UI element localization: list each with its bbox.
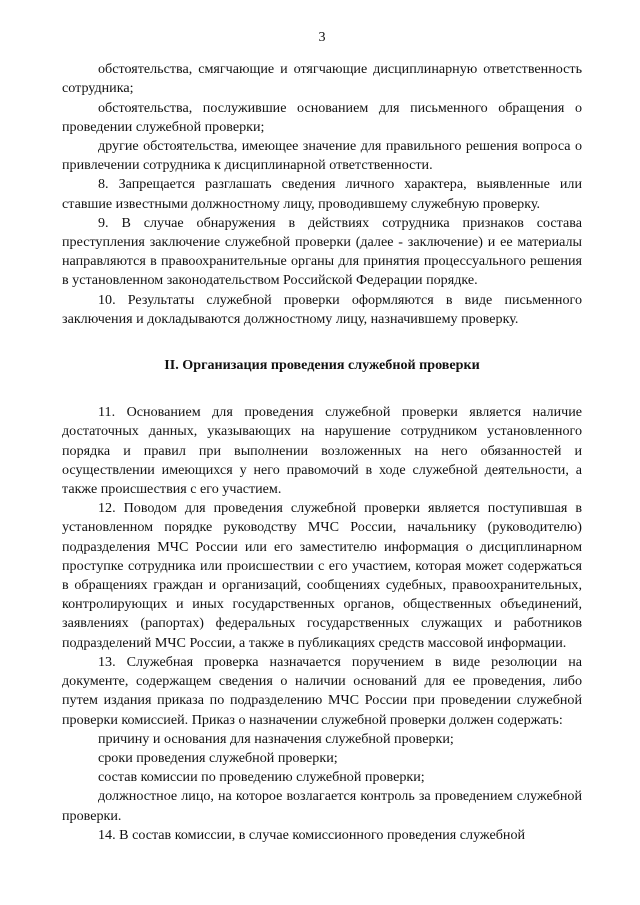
order-item-terms: сроки проведения служебной проверки; — [98, 749, 338, 766]
order-item-responsible-official: должностное лицо, на которое возлагается контроль за проведением служебной проверки. — [62, 788, 582, 824]
section-heading: II. Организация проведения служебной проверки — [164, 357, 480, 374]
order-item-commission: состав комиссии по проведению служебной проверки; — [98, 769, 425, 786]
paragraph-12: 12. Поводом для проведения служебной проверки является поступившая в установленном порядке руководству МЧС России, начальнику (руководителю) подразделения МЧС России или его заместителю информация о дисциплинарном проступке сотрудника или происшествии с его участием, которая может содержаться в обращениях граждан и организаций, сообщениях судебных, правоохранительных, контролирующих и иных государственных органов, общественных объединений, заявлениях (рапортах) федеральных государственных служащих и работников подразделений МЧС России, а также в публикациях средств массовой информации. — [62, 500, 582, 651]
order-item-reason: причину и основания для назначения служебной проверки; — [98, 730, 454, 747]
paragraph-10: 10. Результаты служебной проверки оформляются в виде письменного заключения и докладываются должностному лицу, назначившему проверку. — [62, 291, 582, 327]
paragraph-appeal-circumstances: обстоятельства, послужившие основанием для письменного обращения о проведении служебной проверки; — [62, 99, 582, 135]
paragraph-14: 14. В состав комиссии, в случае комиссионного проведения служебной — [98, 826, 526, 843]
page-number: 3 — [318, 29, 326, 45]
paragraph-9: 9. В случае обнаружения в действиях сотрудника признаков состава преступления заключение служебной проверки (далее - заключение) и ее материалы направляются в правоохранительные органы для принятия процессуального решения в установленном законодательством Российской Федерации порядке. — [62, 214, 582, 289]
paragraph-other-circumstances: другие обстоятельства, имеющее значение для правильного решения вопроса о привлечении сотрудника к дисциплинарной ответственности. — [62, 138, 582, 174]
paragraph-8: 8. Запрещается разглашать сведения личного характера, выявленные или ставшие известными должностному лицу, проводившему служебную проверку. — [62, 176, 582, 212]
paragraph-mitigating-circumstances: обстоятельства, смягчающие и отягчающие дисциплинарную ответственность сотрудника; — [62, 61, 582, 97]
paragraph-11: 11. Основанием для проведения служебной проверки является наличие достаточных данных, указывающих на нарушение сотрудником установленного порядка и правил при выполнении возложенных на него обязанностей и осуществлении имеющихся у него правомочий в ходе служебной деятельности, а также происшествия с его участием. — [62, 404, 582, 498]
paragraph-13: 13. Служебная проверка назначается поручением в виде резолюции на документе, содержащем сведения о наличии оснований для ее проведения, либо путем издания приказа по подразделению МЧС России при проведении служебной проверки комиссией. Приказ о назначении служебной проверки должен содержать: — [62, 653, 582, 728]
